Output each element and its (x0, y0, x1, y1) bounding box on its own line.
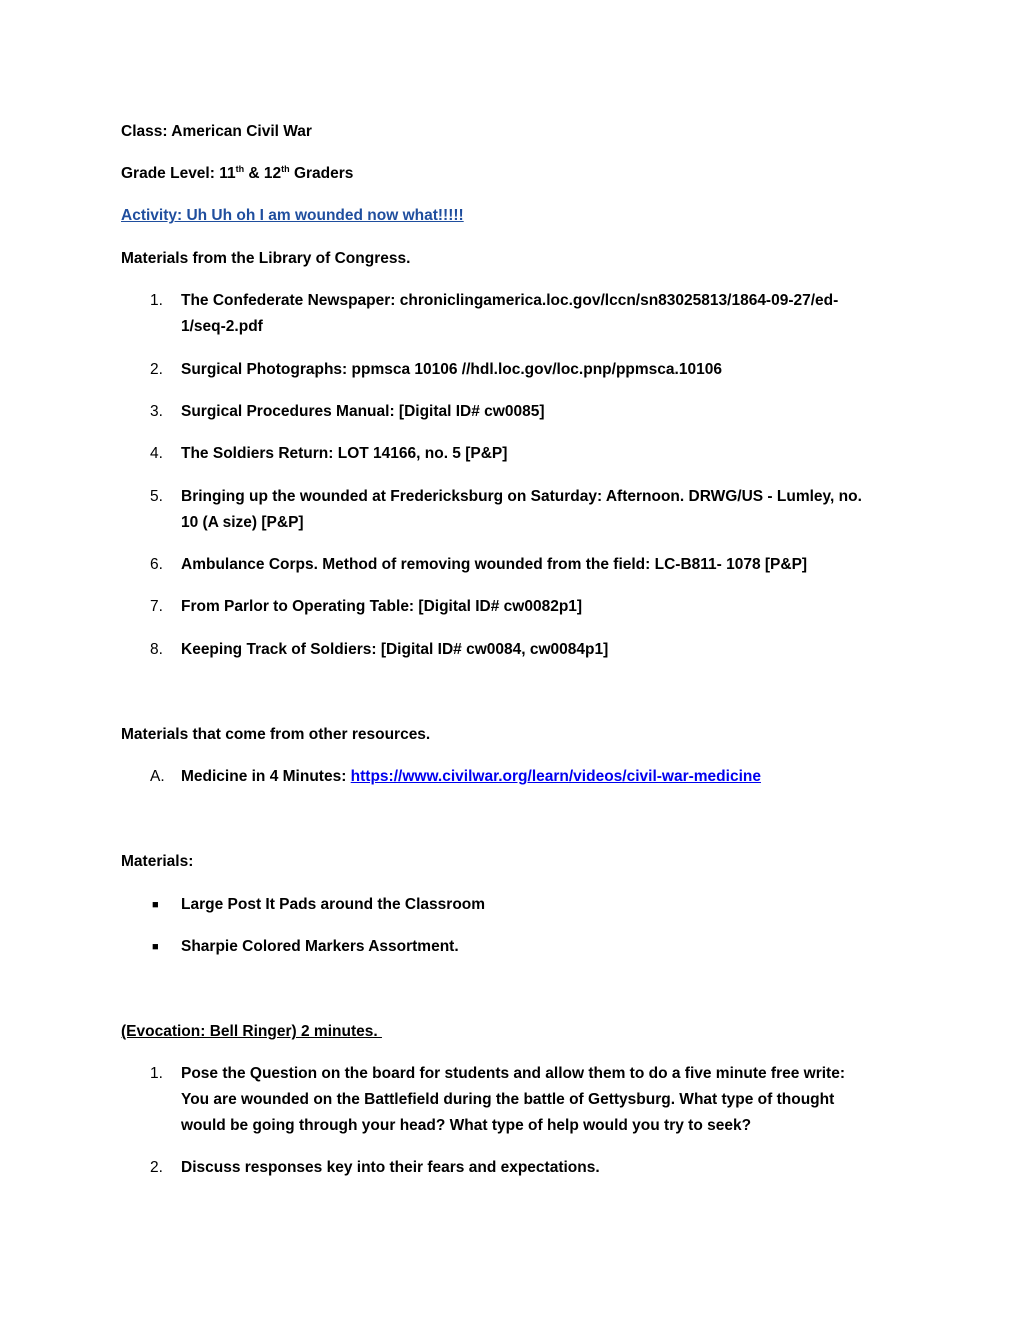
item-label: Medicine in 4 Minutes: (181, 768, 351, 785)
item-number: 2. (150, 1159, 163, 1176)
square-bullet-icon: ■ (152, 941, 159, 953)
item-number: 1. (150, 292, 163, 309)
item-text (181, 764, 890, 790)
grade-sup-2: th (281, 163, 290, 174)
item-number: 3. (150, 403, 163, 420)
item-number: 1. (150, 1065, 163, 1082)
civilwar-medicine-link[interactable]: https://www.civilwar.org/learn/videos/civil-war-medicine (350, 768, 761, 785)
grade-prefix: Grade Level: 11 (121, 165, 236, 182)
loc-item (150, 441, 890, 467)
loc-item (150, 594, 890, 620)
item-number: 7. (150, 598, 163, 615)
item-text: The Confederate Newspaper: chroniclingamerica.loc.gov/lccn/sn83025813/1864-09-27/ed- 1/seq-2.pdf (181, 292, 839, 335)
item-text: Sharpie Colored Markers Assortment. (181, 938, 459, 955)
class-label: Class: American Civil War (121, 123, 312, 140)
grade-level (121, 161, 353, 187)
loc-item (150, 484, 890, 536)
loc-heading: Materials from the Library of Congress. (121, 250, 411, 267)
grade-suffix: Graders (289, 165, 354, 182)
materials-item (150, 934, 890, 960)
evocation-heading: (Evocation: Bell Ringer) 2 minutes. (121, 1023, 382, 1040)
item-number: 5. (150, 488, 163, 505)
item-letter: A. (150, 768, 165, 785)
item-text: Pose the Question on the board for students and allow them to do a five minute free write: You are wounded on the Battlefield during the battle of Gettysburg. What type of thought would be going through your head? What type of help would you try to seek? (181, 1065, 845, 1134)
item-text: Keeping Track of Soldiers: [Digital ID# cw0084, cw0084p1] (181, 641, 609, 658)
loc-item (150, 288, 890, 340)
evocation-item (150, 1155, 890, 1181)
item-text: Surgical Photographs: ppmsca 10106 //hdl.loc.gov/loc.pnp/ppmsca.10106 (181, 361, 722, 378)
item-text: From Parlor to Operating Table: [Digital ID# cw0082p1] (181, 598, 583, 615)
other-resource-item (150, 764, 890, 790)
item-number: 6. (150, 556, 163, 573)
item-text: Large Post It Pads around the Classroom (181, 896, 486, 913)
item-text: Discuss responses key into their fears and expectations. (181, 1159, 600, 1176)
loc-item (150, 357, 890, 383)
loc-item (150, 637, 890, 663)
loc-item (150, 552, 890, 578)
item-number: 4. (150, 445, 163, 462)
materials-heading: Materials: (121, 853, 194, 870)
item-text: The Soldiers Return: LOT 14166, no. 5 [P&P] (181, 445, 508, 462)
item-text: Surgical Procedures Manual: [Digital ID# cw0085] (181, 403, 545, 420)
item-number: 2. (150, 361, 163, 378)
grade-sup-1: th (235, 163, 245, 174)
item-number: 8. (150, 641, 163, 658)
item-text: Ambulance Corps. Method of removing wounded from the field: LC-B811- 1078 [P&P] (181, 556, 808, 573)
materials-item (150, 892, 890, 918)
other-resources-heading: Materials that come from other resources. (121, 726, 431, 743)
item-text: Bringing up the wounded at Fredericksburg on Saturday: Afternoon. DRWG/US - Lumley, no. 10 (A size) [P&P] (181, 488, 862, 531)
evocation-item (150, 1061, 890, 1139)
square-bullet-icon: ■ (152, 899, 159, 911)
activity-title: Activity: Uh Uh oh I am wounded now what!!!!! (121, 207, 464, 224)
grade-mid: & 12 (244, 165, 282, 182)
loc-item (150, 399, 890, 425)
